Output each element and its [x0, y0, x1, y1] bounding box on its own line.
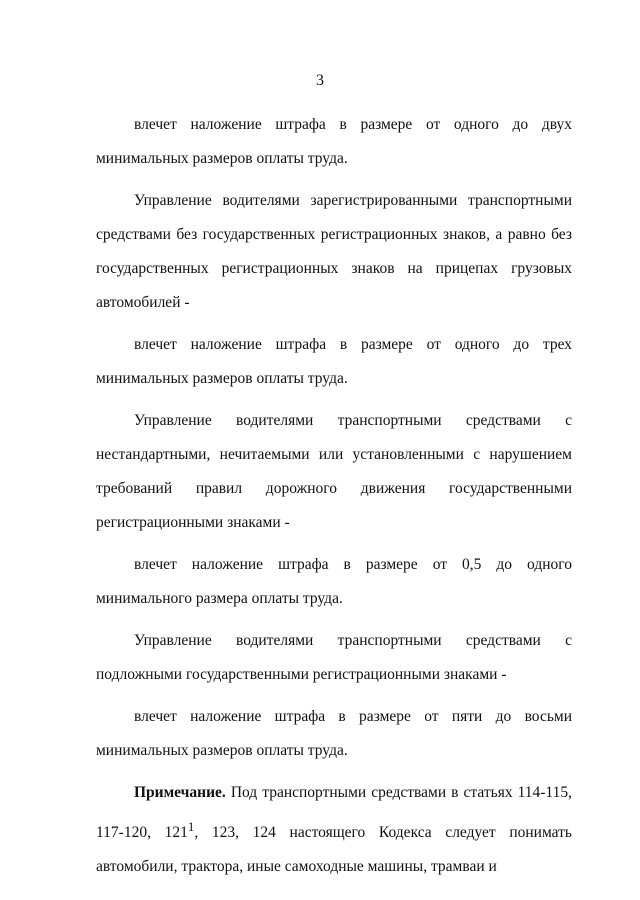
paragraph-offense-nonstandard-plates: Управление водителями транспортными средствами с нестандартными, нечитаемыми или установленными с нарушением требований правил дорожного движения государственными регистрационными знаками -	[96, 412, 572, 531]
note-text-start: Под транспортными средствами в статьях 114-115, 117-120, 121	[96, 784, 572, 842]
note-text-end: , 123, 124 настоящего Кодекса следует понимать автомобили, трактора, иные самоходные машины, трамваи и	[96, 824, 572, 876]
note-superscript: 1	[187, 819, 195, 834]
note-paragraph	[96, 776, 572, 884]
document-body	[96, 108, 572, 892]
paragraph-penalty-3: влечет наложение штрафа в размере от 0,5 до одного минимального размера оплаты труда.	[96, 556, 572, 607]
paragraph-penalty-4: влечет наложение штрафа в размере от пяти до восьми минимальных размеров оплаты труда.	[96, 708, 572, 759]
note-label: Примечание.	[134, 784, 226, 801]
page-number: 3	[316, 72, 324, 89]
paragraph-offense-no-plates: Управление водителями зарегистрированными транспортными средствами без государственных регистрационных знаков, а равно без государственных регистрационных знаков на прицепах грузовых автомобилей -	[96, 192, 572, 311]
paragraph-penalty-2: влечет наложение штрафа в размере от одного до трех минимальных размеров оплаты труда.	[96, 336, 572, 387]
paragraph-penalty-1: влечет наложение штрафа в размере от одного до двух минимальных размеров оплаты труда.	[96, 116, 572, 167]
paragraph-offense-fake-plates: Управление водителями транспортными средствами с подложными государственными регистрационными знаками -	[96, 632, 572, 683]
